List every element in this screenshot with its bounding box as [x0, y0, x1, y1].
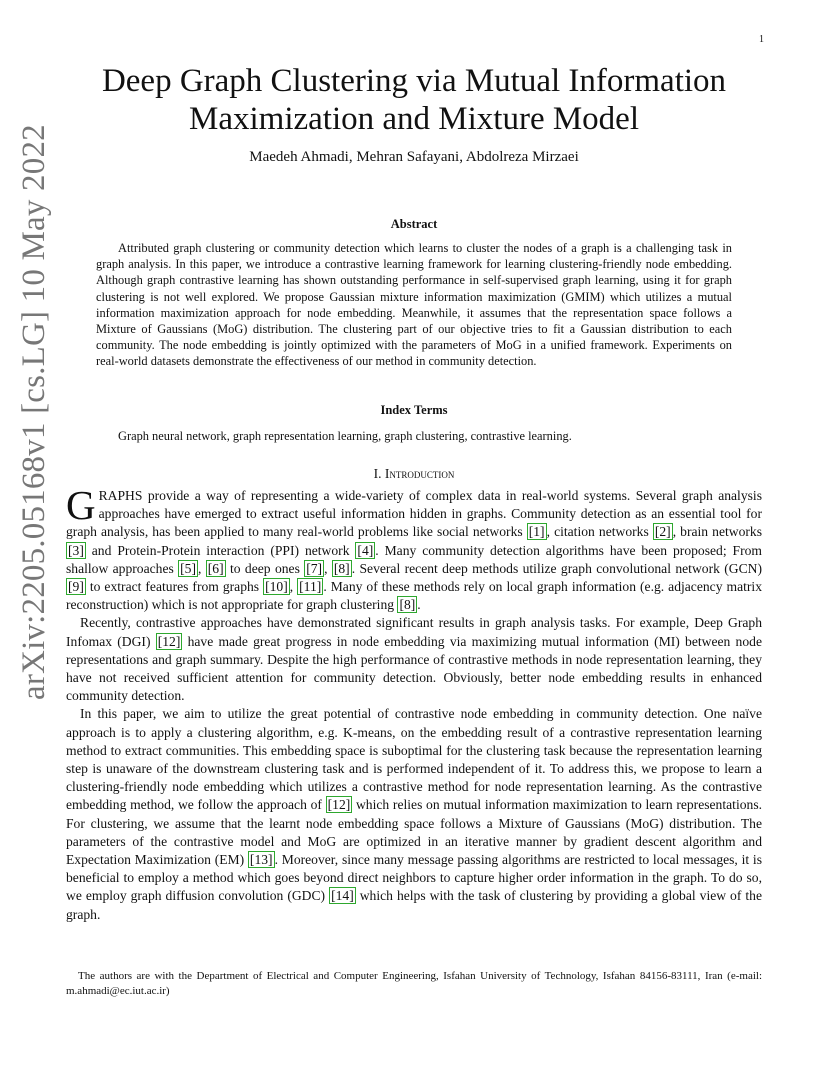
intro-paragraph-3: In this paper, we aim to utilize the great potential of contrastive node embedding in community detection. One naïve approach is to apply a clustering algorithm, e.g. K-means, on the embedding result of a contrastive representation learning method to extract communities. This embedding space is suboptimal for the clustering task because the representation learning step is unaware of the downstream clustering task and is performed independent of it. To address this, we propose to learn a clustering-friendly node embedding which utilizes a contrastive method for node representation learning. As the contrastive embedding method, we follow the approach of [12] which relies on mutual information maximization to learn representations. For clustering, we assume that the learnt node embedding space follows a Mixture of Gaussians (MoG) distribution. The parameters of the contrastive model and MoG are optimized in an iterative manner by gradient descent algorithm and Expectation Maximization (EM) [13] . Moreover, since many message passing algorithms are restricted to local messages, it is beneficial to employ a method which goes beyond direct neighbors to capture higher order information in the graph. To do so, we employ graph diffusion convolution (GDC) [14] which helps with the task of clustering by providing a global view of the graph. — [66, 706, 763, 922]
citation-link[interactable]: [2] — [654, 524, 671, 540]
abstract-heading: Abstract — [390, 217, 438, 231]
author-list: Maedeh Ahmadi, Mehran Safayani, Abdolreza Mirzaei — [249, 149, 579, 165]
page-number: 1 — [759, 34, 764, 45]
index-terms-heading: Index Terms — [380, 403, 448, 417]
citation-link[interactable]: [7] — [306, 560, 323, 576]
section-heading-introduction — [70, 466, 758, 482]
citation-link[interactable]: [11] — [299, 579, 322, 595]
citation-link[interactable]: [3] — [68, 542, 84, 558]
citation-link[interactable]: [12] — [327, 797, 351, 813]
abstract-text: Attributed graph clustering or community detection which learns to cluster the nodes of a graph is a challenging task in graph analysis. In this paper, we introduce a contrastive learning framework for learning clustering-friendly node embedding. Although graph contrastive learning has shown outstanding performance in self-supervised graph learning, using it for graph clustering is not well explored. We propose Gaussian mixture information maximization (GMIM) which utilizes a mutual information maximization approach for node embedding. Meanwhile, it assumes that the representation space follows a Mixture of Gaussians (MoG) distribution. The clustering part of our objective tries to fit a Gaussian distribution to each community. The node embedding is jointly optimized with the parameters of MoG in a unified framework. Experiments on real-world datasets demonstrate the effectiveness of our method in community detection. — [96, 241, 732, 369]
citation-link[interactable]: [1] — [528, 524, 545, 540]
paper-title: Deep Graph Clustering via Mutual Information Maximization and Mixture Model — [101, 63, 727, 137]
citation-link[interactable]: [12] — [157, 633, 181, 649]
intro-paragraph-1 — [66, 482, 763, 614]
citation-link[interactable]: [6] — [207, 560, 224, 576]
section-number: I. — [373, 466, 382, 481]
intro-paragraph-2: Recently, contrastive approaches have demonstrated significant results in graph analysis tasks. For example, Deep Graph Infomax (DGI) [12] have made great progress in node embedding via maximizing mutual information (MI) between node representations and graph summary. Despite the high performance of contrastive methods in node representation learning, they have not received sufficient attention for community detection. Obviously, better node embedding results in enhanced community detection. — [66, 615, 762, 704]
citation-link[interactable]: [8] — [333, 560, 350, 576]
introduction-body — [66, 482, 763, 924]
citation-link[interactable]: [5] — [180, 560, 197, 576]
drop-cap: G — [66, 482, 96, 528]
intro-paragraph-1-content: RAPHS provide a way of representing a wide-variety of complex data in real-world systems. Several graph analysis approaches have emerged to extract useful information hidden in graphs. Community detection as an essential tool for graph analysis, has been applied to many real-world problems like social networks [1] , citation networks [2] , brain networks [3] and Protein-Protein interaction (PPI) network [4] . Many community detection algorithms have been proposed; From shallow approaches [5] , [6] to deep ones [7] , [8] . Several recent deep methods utilize graph convolutional network (GCN) [9] to extract features from graphs [10] , [11] . Many of these methods rely on local graph information (e.g. adjacency matrix reconstruction) which is not appropriate for graph clustering [8] . — [66, 488, 763, 613]
index-terms-text: Graph neural network, graph representation learning, graph clustering, contrastive learning. — [118, 429, 572, 443]
citation-link[interactable]: [9] — [68, 579, 84, 595]
citation-link[interactable]: [8] — [399, 597, 416, 613]
section-title: Introduction — [384, 466, 455, 481]
citation-link[interactable]: [14] — [331, 888, 354, 904]
arxiv-identifier-stamp[interactable]: arXiv:2205.05168v1 [cs.LG] 10 May 2022 — [16, 124, 52, 700]
citation-link[interactable]: [4] — [357, 542, 374, 558]
citation-link[interactable]: [10] — [265, 579, 288, 595]
author-affiliation-footnote: The authors are with the Department of Electrical and Computer Engineering, Isfahan University of Technology, Isfahan 84156-83111, Iran (e-mail: m.ahmadi@ec.iut.ac.ir) — [66, 970, 762, 997]
citation-link[interactable]: [13] — [249, 852, 273, 868]
